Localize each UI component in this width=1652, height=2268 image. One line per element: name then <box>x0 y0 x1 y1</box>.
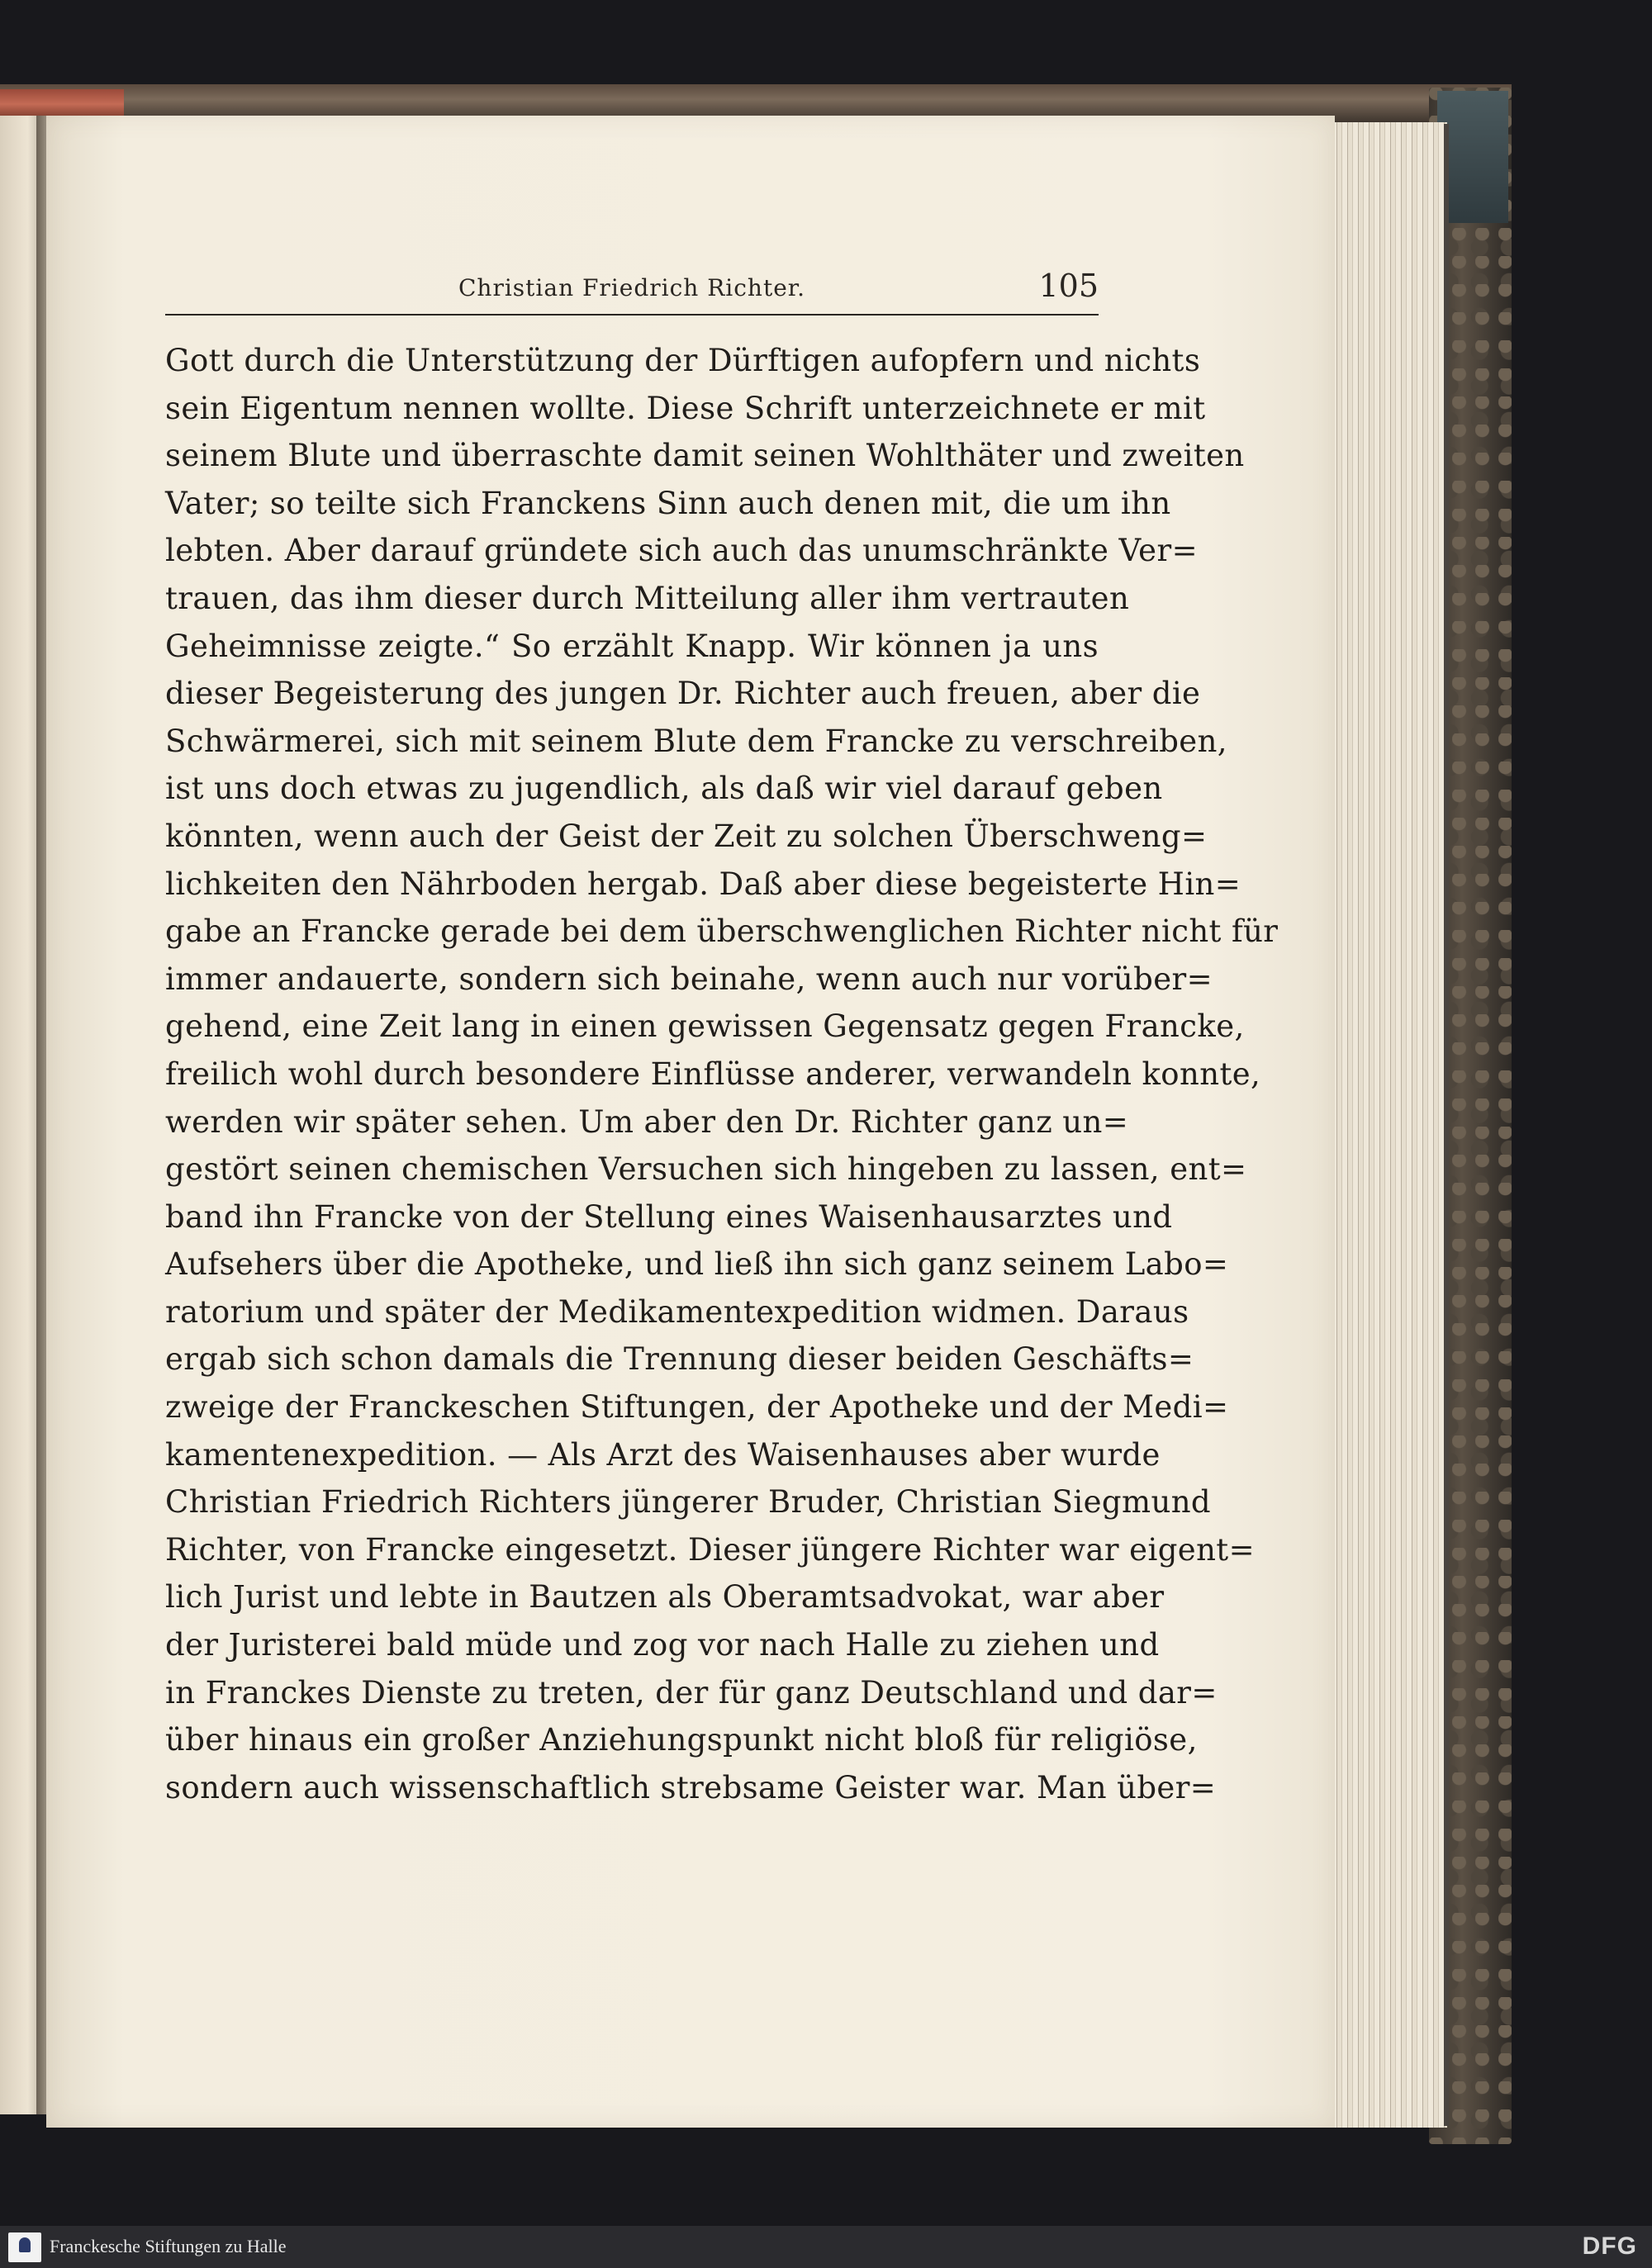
text-line: gabe an Francke gerade bei dem überschwenglichen Richter nicht für <box>165 913 1279 950</box>
text-line: gestört seinen chemischen Versuchen sich hingeben zu lassen, ent= <box>165 1151 1247 1188</box>
text-line: lich Jurist und lebte in Bautzen als Oberamtsadvokat, war aber <box>165 1579 1165 1616</box>
page-stack-edge <box>1332 122 1447 2128</box>
text-line: lichkeiten den Nährboden hergab. Daß aber diese begeisterte Hin= <box>165 866 1241 902</box>
dfg-logo: DFG <box>1582 2232 1637 2260</box>
text-line: sein Eigentum nennen wollte. Diese Schrift unterzeichnete er mit <box>165 390 1206 426</box>
institution-name: Franckesche Stiftungen zu Halle <box>50 2236 287 2256</box>
page-number: 105 <box>1038 268 1099 304</box>
text-line: ratorium und später der Medikamentexpedition widmen. Daraus <box>165 1293 1189 1330</box>
text-line: kamentenexpedition. — Als Arzt des Waisenhauses aber wurde <box>165 1436 1161 1473</box>
left-facing-page-edge <box>0 116 40 2114</box>
book-spine-left <box>0 89 124 119</box>
text-line: Schwärmerei, sich mit seinem Blute dem Francke zu verschreiben, <box>165 723 1227 759</box>
text-line: seinem Blute und überraschte damit seinen Wohlthäter und zweiten <box>165 438 1245 474</box>
text-line: ist uns doch etwas zu jugendlich, als daß wir viel darauf geben <box>165 771 1163 807</box>
text-line: freilich wohl durch besondere Einflüsse anderer, verwandeln konnte, <box>165 1056 1261 1092</box>
text-line: Gott durch die Unterstützung der Dürftigen aufopfern und nichts <box>165 343 1201 378</box>
text-line: Christian Friedrich Richters jüngerer Bruder, Christian Siegmund <box>165 1484 1212 1521</box>
text-line: lebten. Aber darauf gründete sich auch das unumschränkte Ver= <box>165 533 1198 569</box>
text-line: Vater; so teilte sich Franckens Sinn auch denen mit, die um ihn <box>165 485 1171 521</box>
text-line: ergab sich schon damals die Trennung dieser beiden Geschäfts= <box>165 1341 1194 1378</box>
text-line: über hinaus ein großer Anziehungspunkt nicht bloß für religiöse, <box>165 1722 1198 1758</box>
text-line: zweige der Franckeschen Stiftungen, der Apotheke und der Medi= <box>165 1389 1229 1426</box>
text-line: in Franckes Dienste zu treten, der für ganz Deutschland und dar= <box>165 1674 1218 1710</box>
text-line: trauen, das ihm dieser durch Mitteilung aller ihm vertrauten <box>165 580 1130 616</box>
page-stack-shadow <box>1444 124 1449 2126</box>
logo-mark <box>19 2237 31 2252</box>
text-line: immer andauerte, sondern sich beinahe, wenn auch nur vorüber= <box>165 961 1213 997</box>
text-line: der Juristerei bald müde und zog vor nach Halle zu ziehen und <box>165 1627 1160 1663</box>
running-head <box>165 268 1099 316</box>
text-line: Aufsehers über die Apotheke, und ließ ihn sich ganz seinem Labo= <box>165 1246 1229 1283</box>
text-line: könnten, wenn auch der Geist der Zeit zu solchen Überschweng= <box>165 818 1208 854</box>
francke-foundation-logo-icon <box>8 2232 41 2262</box>
text-line: dieser Begeisterung des jungen Dr. Richter auch freuen, aber die <box>165 676 1201 712</box>
text-line: Geheimnisse zeigte.“ So erzählt Knapp. Wir können ja uns <box>165 628 1099 664</box>
text-line: sondern auch wissenschaftlich strebsame Geister war. Man über= <box>165 1769 1217 1805</box>
viewer-footer-bar <box>0 2226 1652 2268</box>
text-line: gehend, eine Zeit lang in einen gewissen Gegensatz gegen Francke, <box>165 1008 1245 1045</box>
running-title: Christian Friedrich Richter. <box>458 274 805 301</box>
text-line: werden wir später sehen. Um aber den Dr. Richter ganz un= <box>165 1103 1129 1140</box>
text-line: band ihn Francke von der Stellung eines Waisenhausarztes und <box>165 1198 1173 1235</box>
text-line: Richter, von Francke eingesetzt. Dieser jüngere Richter war eigent= <box>165 1531 1255 1568</box>
body-text <box>165 337 1279 1811</box>
